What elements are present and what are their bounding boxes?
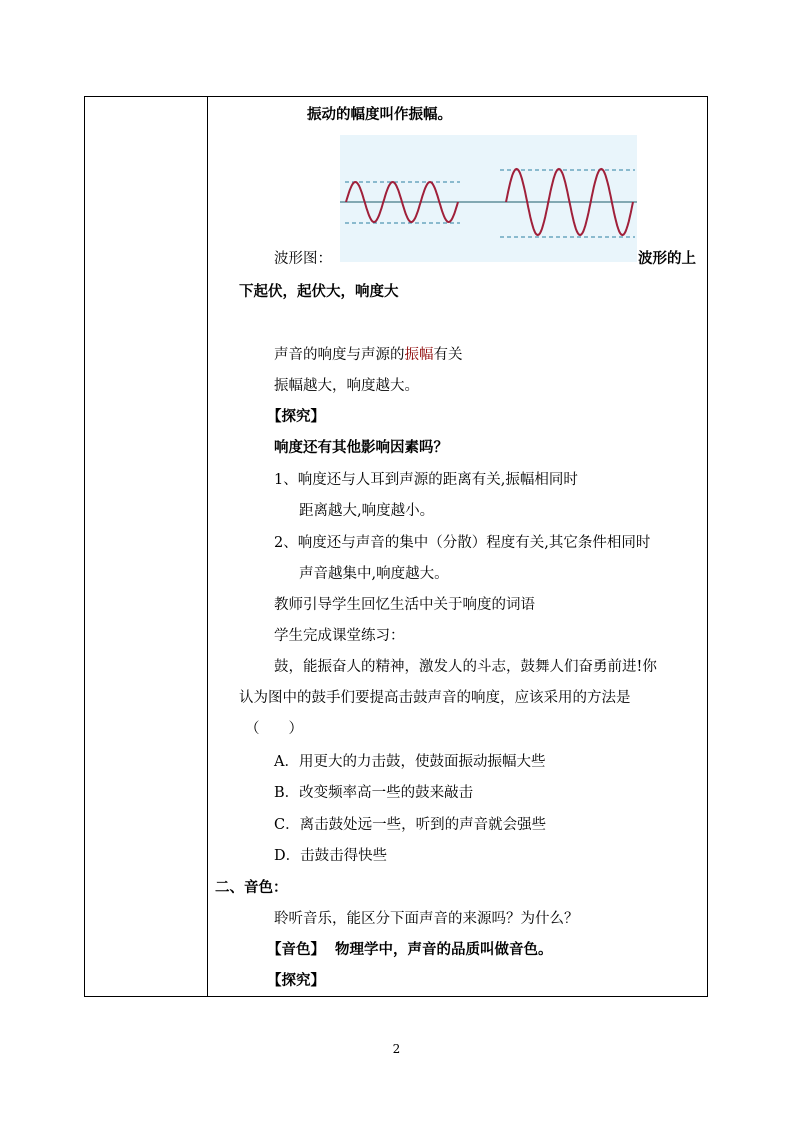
waveform-svg [340, 135, 637, 262]
page-number: 2 [392, 1042, 401, 1056]
timbre-definition-tag: 【音色】 [267, 941, 325, 958]
option-b: B．改变频率高一些的鼓来敲击 [274, 785, 474, 801]
lesson-table [84, 96, 708, 997]
loudness-relation-prefix: 声音的响度与声源的 [274, 347, 405, 363]
loudness-rule: 振幅越大，响度越大。 [274, 378, 419, 394]
timbre-definition-text: 物理学中，声音的品质叫做音色。 [335, 941, 553, 958]
timbre-question: 聆听音乐，能区分下面声音的来源吗？为什么？ [274, 911, 579, 927]
student-practice: 学生完成课堂练习： [274, 628, 405, 644]
loudness-relation-suffix: 有关 [433, 347, 463, 363]
factor-2: 2、响度还与声音的集中（分散）程度有关,其它条件相同时 [274, 535, 651, 551]
teacher-guide: 教师引导学生回忆生活中关于响度的词语 [274, 597, 535, 613]
option-a: A．用更大的力击鼓，使鼓面振动振幅大些 [274, 754, 546, 770]
explore-heading-2: 【探究】 [267, 972, 325, 989]
factor-1: 1、响度还与人耳到声源的距离有关,振幅相同时 [274, 472, 578, 488]
explore-heading: 【探究】 [267, 408, 325, 425]
waveform-description-1: 波形的上 [638, 250, 696, 267]
question-other-factors: 响度还有其他影响因素吗？ [274, 439, 448, 456]
option-d: D．击鼓击得快些 [274, 848, 388, 864]
column-divider [207, 97, 208, 996]
waveform-figure [340, 135, 637, 262]
loudness-relation-key: 振幅 [404, 347, 434, 363]
waveform-description-2: 下起伏，起伏大，响度大 [239, 283, 399, 300]
option-c: C．离击鼓处远一些，听到的声音就会强些 [274, 817, 547, 833]
loudness-relation [274, 346, 463, 364]
factor-1-detail: 距离越大,响度越小。 [299, 503, 435, 519]
timbre-definition [267, 941, 553, 959]
factor-2-detail: 声音越集中,响度越大。 [299, 566, 449, 582]
waveform-label: 波形图： [274, 251, 332, 267]
amplitude-definition: 振动的幅度叫作振幅。 [307, 106, 452, 123]
drum-question-line-1: 鼓，能振奋人的精神，激发人的斗志，鼓舞人们奋勇前进!你 [274, 659, 657, 675]
drum-question-line-2: 认为图中的鼓手们要提高击鼓声音的响度，应该采用的方法是 [239, 690, 631, 706]
section-timbre-heading: 二、音色： [215, 879, 288, 896]
answer-bracket: （ ） [245, 721, 303, 737]
